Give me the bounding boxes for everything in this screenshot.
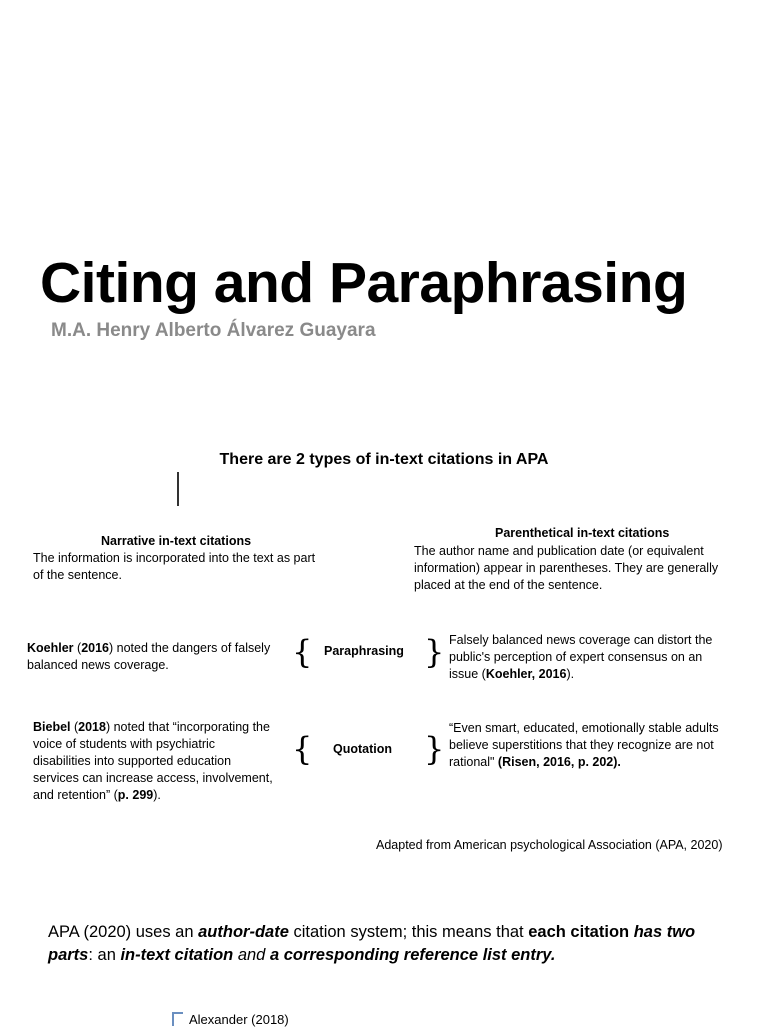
paraphrase-parenthetical-example: Falsely balanced news coverage can distort the public's perception of expert consensus on an issue (Koehler, 2016). bbox=[449, 633, 713, 681]
diagram-heading: There are 2 types of in-text citations in APA bbox=[219, 451, 549, 468]
left-brace: { bbox=[292, 730, 313, 768]
narrative-title: Narrative in-text citations bbox=[101, 534, 252, 548]
body-paragraph: APA (2020) uses an author-date citation system; this means that each citation has two parts: an in-text citation and a corresponding reference list entry. bbox=[48, 923, 696, 964]
quotation-narrative-example: Biebel (2018) noted that “incorporating the voice of students with psychiatric disabilities into supported education services can increase access, involvement, and retention” (p. 299). bbox=[33, 720, 273, 802]
reference-list-fragment: Alexander (2018) bbox=[172, 1012, 289, 1027]
example-author: Koehler bbox=[27, 641, 74, 655]
right-brace: } bbox=[424, 633, 445, 671]
quotation-parenthetical-example: “Even smart, educated, emotionally stable adults believe superstitions that they recognize are not rational" (Risen, 2016, p. 202). bbox=[449, 721, 719, 769]
right-brace: } bbox=[424, 730, 445, 768]
left-brace: { bbox=[292, 633, 313, 671]
narrative-text: The information is incorporated into the text as part of the sentence. bbox=[33, 551, 316, 582]
parenthetical-title: Parenthetical in-text citations bbox=[495, 526, 670, 540]
row-label-paraphrasing: Paraphrasing bbox=[324, 644, 404, 658]
paraphrase-narrative-example: Koehler (2016) noted the dangers of falsely balanced news coverage. bbox=[27, 641, 271, 672]
row-label-quotation: Quotation bbox=[333, 742, 393, 756]
author-subtitle: M.A. Henry Alberto Álvarez Guayara bbox=[51, 320, 376, 341]
diagram-bracket bbox=[0, 472, 768, 522]
source-note: Adapted from American psychological Association (APA, 2020) bbox=[376, 838, 723, 852]
parenthetical-text: The author name and publication date (or equivalent information) appear in parentheses. They are generally placed at the end of the sentence. bbox=[414, 544, 719, 592]
slide-title: Citing and Paraphrasing bbox=[40, 251, 688, 315]
